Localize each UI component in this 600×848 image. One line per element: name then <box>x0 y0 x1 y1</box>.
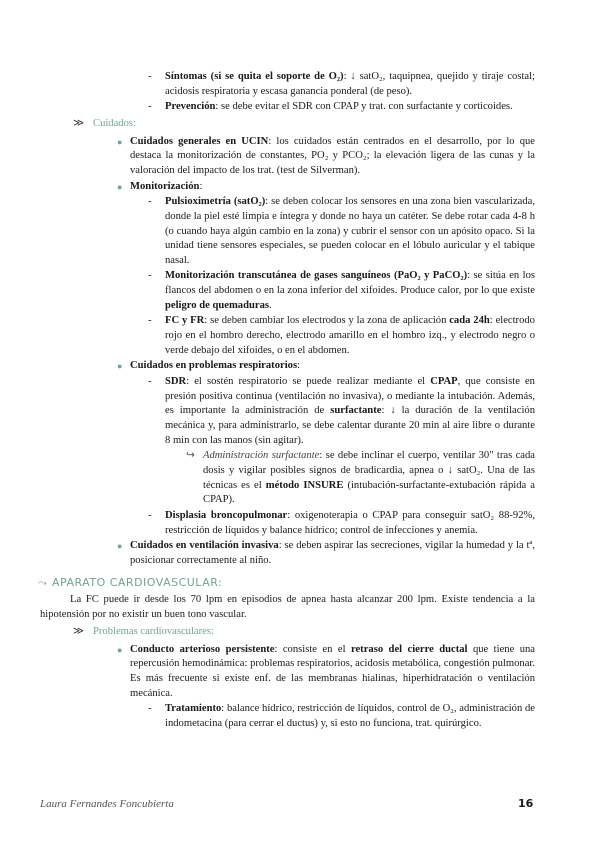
italic-term: Administración surfactante <box>203 450 320 462</box>
paragraph <box>40 593 535 622</box>
bullet-icon: ● <box>117 644 123 655</box>
page-number: 16 <box>518 797 534 810</box>
text-run: : los cuidados están centrados en el desarrollo, por lo que destaca la monitorización de constantes, PO₂ y PCO₂; la elevación ligera de las cunas y la valoración del impacto de los trat. (test de Silverman). <box>130 135 535 176</box>
text-run: : el sostén respiratorio se puede realizar mediante el <box>186 376 431 388</box>
bold-term: CPAP <box>430 376 458 388</box>
sub-list-item <box>148 100 535 115</box>
dash-marker: - <box>148 270 152 282</box>
text-run: : consiste en el <box>274 643 351 655</box>
sub-list-item <box>148 375 535 448</box>
bold-term: Prevención <box>165 101 216 113</box>
bold-term: SDR <box>165 376 187 388</box>
dash-marker: - <box>148 101 152 113</box>
text-run: : se sitúa en los flancos del abdomen o en la zona inferior del xifoides. Produce calor, por lo que existe <box>165 270 535 297</box>
bullet-icon: ● <box>117 181 123 192</box>
document-body <box>40 70 535 733</box>
dash-marker: - <box>148 376 152 388</box>
bullet-icon: ● <box>117 136 123 147</box>
bold-term: cada 24h <box>449 315 490 327</box>
bold-term: Monitorización <box>130 180 200 192</box>
text-run: : electrodo rojo en el hombro derecho, electrodo amarillo en el hombro izq., y electrodo negro o verde debajo del xifoides, o en el abdomen. <box>165 315 535 356</box>
dash-marker: - <box>148 509 152 521</box>
sub-list-item <box>148 509 535 538</box>
bullet-item <box>117 359 535 374</box>
text-run: : balance hídrico, restricción de líquidos, control de O₂, administración de indometacina (para cerrar el ductus) y, si esto no funciona, trat. quirúrgico. <box>165 703 535 729</box>
bold-term: surfactante <box>330 405 382 417</box>
text-run: : se deben colocar los sensores en una zona bien vascularizada, donde la piel esté limpia e íntegra y donde no haya un catéter. Se debe rotar cada 4-8 h (o cuando haya algún cambio en la zona) y cubrir el sensor con un apósito opaco. Si la unidad tiene sensores especiales, se pueden colocar en el lóbulo auricular y el tabique nasal. <box>165 196 536 266</box>
text-run: Problemas cardiovasculares: <box>93 626 214 638</box>
section-title <box>38 576 535 591</box>
text-run: : <box>199 180 203 192</box>
bold-term: Pulsioximetría (satO₂) <box>165 196 266 208</box>
subsection-heading <box>73 625 535 640</box>
dash-marker: - <box>148 71 152 82</box>
bold-term: Cuidados en ventilación invasiva <box>130 540 279 552</box>
dash-marker: - <box>148 703 152 715</box>
dash-marker: - <box>148 315 152 327</box>
bold-term: retraso del cierre ductal <box>350 643 468 655</box>
bullet-item <box>117 180 535 195</box>
squiggle-arrow-icon: ⤳ <box>38 576 48 590</box>
footer-author: Laura Fernandes Foncubierta <box>40 798 174 810</box>
double-chevron-icon: ≫ <box>73 117 85 129</box>
text-run: : oxigenoterapia o CPAP para conseguir satO₂ 88-92%, restricción de líquidos y balance hídrico; control de infecciones y anemia. <box>165 509 535 536</box>
text-run: : se deben cambiar los electrodos y la zona de aplicación <box>204 315 450 327</box>
bold-term: Tratamiento <box>165 703 222 715</box>
text-run: (intubación-surfactante-extubación rápida a CPAP). <box>203 479 535 506</box>
double-chevron-icon: ≫ <box>73 626 85 638</box>
bold-term: FC y FR <box>165 315 205 327</box>
bold-term: Cuidados en problemas respiratorios <box>130 360 298 372</box>
text-run: La FC puede ir desde los 70 lpm en episodios de apnea hasta alcanzar 200 lpm. Existe tendencia a la hipotensión por no existir un buen tono vascular. <box>40 594 535 620</box>
text-run: : se debe inclinar el cuerpo, ventilar 30" tras cada dosis y vigilar posibles signos de bradicardia, apnea o ↓ satO₂. Una de las técnicas es el <box>203 450 535 491</box>
subsection-heading <box>73 117 535 132</box>
text-run: : ↓ la duración de la ventilación mecánica y, para administrarlo, se debe calentar durante 20 min al aire libre o durante 8 min con las manos (sin agitar). <box>165 405 535 446</box>
bullet-icon: ● <box>117 541 123 552</box>
bold-term: Displasia broncopulmonar <box>165 509 288 521</box>
dash-marker: - <box>148 196 152 208</box>
bold-term: Cuidados generales en UCIN <box>130 135 269 147</box>
text-run: . <box>269 299 272 311</box>
bold-term: Conducto arterioso persistente <box>130 643 275 655</box>
bold-term: método INSURE <box>265 479 344 491</box>
text-run: : ↓ satO₂, taquipnea, quejido y tiraje costal; acidosis respiratoria y escasa ganancia ponderal (de peso). <box>165 71 536 97</box>
bullet-item <box>117 643 536 701</box>
text-run: : se deben aspirar las secreciones, vigilar la humedad y la tª, posicionar correctamente al niño. <box>130 540 535 566</box>
sub-list-item <box>148 70 536 99</box>
note-item <box>186 449 535 507</box>
arrow-icon: ↪ <box>186 450 195 462</box>
bold-term: Monitorización transcutánea de gases sanguíneos (PaO₂ y PaCO₂) <box>165 270 468 282</box>
bullet-icon: ● <box>117 361 123 372</box>
text-run: que tiene una repercusión hemodinámica: problemas respiratorios, acidosis metabólica, congestión pulmonar. Es más frecuente si existe enf. de las membranas hialinas, hiperhidratación o ventilación mecánica. <box>130 643 536 699</box>
bold-term: peligro de quemaduras <box>165 299 269 311</box>
text-run: Cuidados: <box>93 117 136 129</box>
text-run: , que consiste en presión positiva continua (ventilación no invasiva), o mediante la intubación. Además, es importante la administración de <box>165 376 535 417</box>
sub-list-item <box>148 314 535 358</box>
text-run: : se debe evitar el SDR con CPAP y trat. con surfactante y corticoides. <box>215 101 513 113</box>
text-run: APARATO CARDIOVASCULAR: <box>52 576 223 590</box>
bullet-item <box>117 135 535 179</box>
sub-list-item <box>148 702 535 731</box>
bold-term: Síntomas (si se quita el soporte de O₂) <box>165 71 344 82</box>
sub-list-item <box>148 269 535 313</box>
bullet-item <box>117 539 535 568</box>
sub-list-item <box>148 195 536 268</box>
text-run: : <box>297 360 301 372</box>
